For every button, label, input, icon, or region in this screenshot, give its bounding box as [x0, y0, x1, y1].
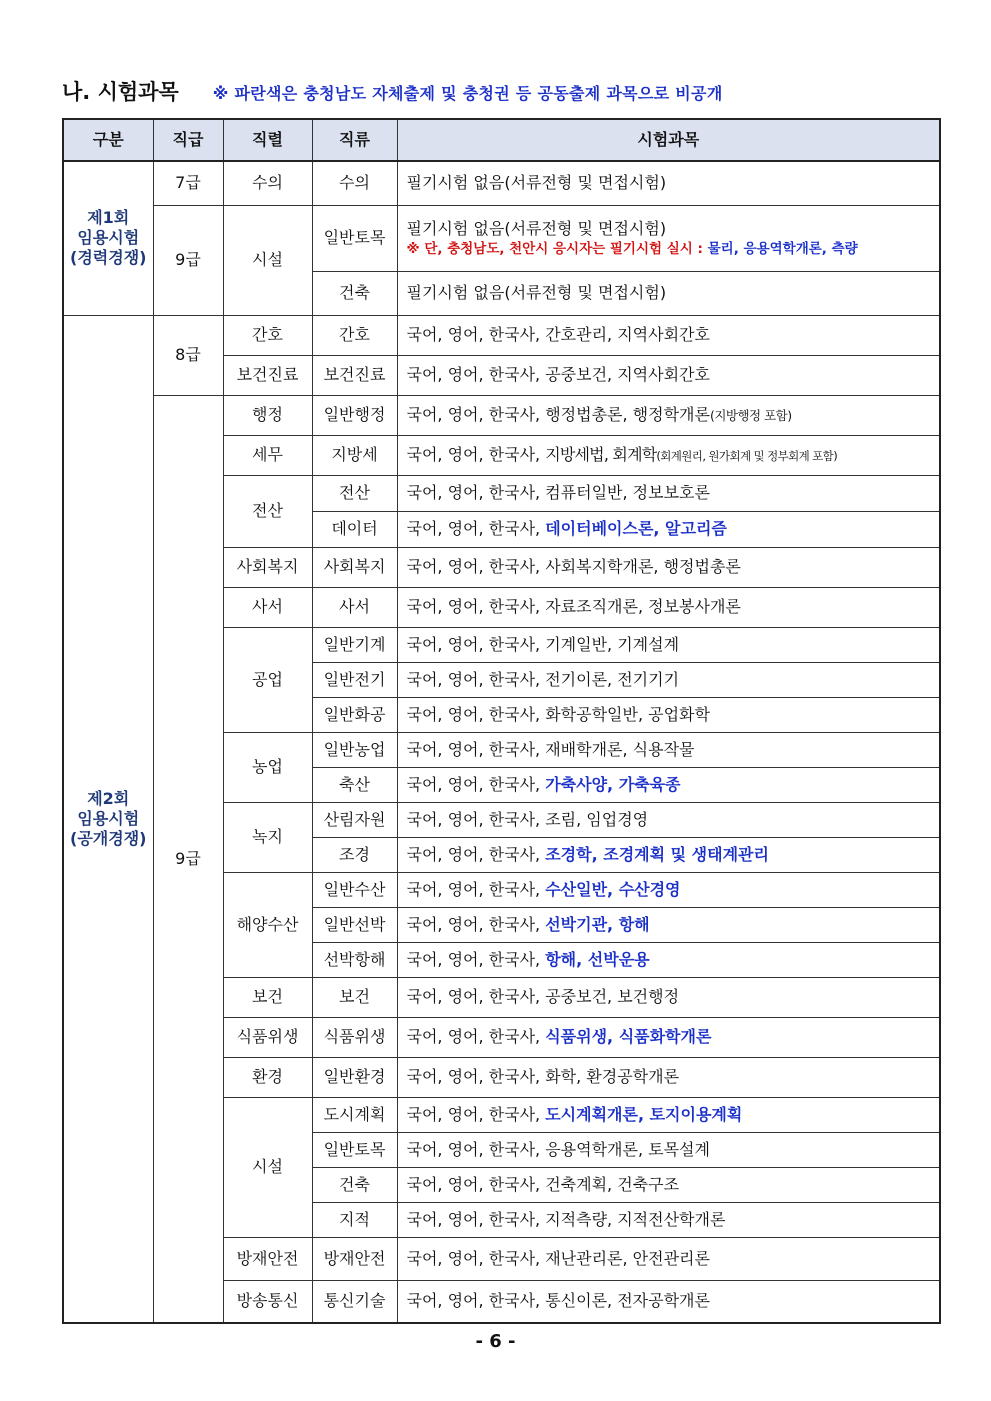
- table-row: [63, 395, 940, 435]
- series-cell: 행정: [223, 395, 312, 435]
- grade-cell: 7급: [153, 161, 223, 205]
- class-cell: 선박항해: [312, 942, 397, 977]
- series-cell: 시설: [223, 205, 312, 315]
- subjects-cell: 국어, 영어, 한국사, 식품위생, 식품화학개론: [397, 1017, 940, 1057]
- subjects-cell: 국어, 영어, 한국사, 화학공학일반, 공업화학: [397, 697, 940, 732]
- grade-cell: 9급: [153, 205, 223, 315]
- class-cell: 일반토목: [312, 1132, 397, 1167]
- series-cell: 보건진료: [223, 355, 312, 395]
- subjects-cell: 필기시험 없음(서류전형 및 면접시험) ※ 단, 충청남도, 천안시 응시자는 필기시험 실시 : 물리, 응용역학개론, 측량: [397, 205, 940, 271]
- class-cell: 데이터: [312, 511, 397, 547]
- class-cell: 건축: [312, 271, 397, 315]
- subjects-cell: 국어, 영어, 한국사, 데이터베이스론, 알고리즘: [397, 511, 940, 547]
- class-cell: 일반전기: [312, 662, 397, 697]
- class-cell: 지방세: [312, 435, 397, 475]
- class-cell: 간호: [312, 315, 397, 355]
- series-cell: 전산: [223, 475, 312, 547]
- subjects-cell: 국어, 영어, 한국사, 재배학개론, 식용작물: [397, 732, 940, 767]
- class-cell: 도시계획: [312, 1097, 397, 1132]
- subjects-cell: 국어, 영어, 한국사, 항해, 선박운용: [397, 942, 940, 977]
- class-cell: 일반기계: [312, 627, 397, 662]
- subjects-cell: 국어, 영어, 한국사, 컴퓨터일반, 정보보호론: [397, 475, 940, 511]
- subjects-cell: 국어, 영어, 한국사, 재난관리론, 안전관리론: [397, 1237, 940, 1280]
- series-cell: 공업: [223, 627, 312, 732]
- class-cell: 수의: [312, 161, 397, 205]
- series-cell: 보건: [223, 977, 312, 1017]
- class-cell: 사회복지: [312, 547, 397, 587]
- class-cell: 방재안전: [312, 1237, 397, 1280]
- exception-note: ※ 단, 충청남도, 천안시 응시자는 필기시험 실시 : 물리, 응용역학개론, 측량: [406, 240, 858, 257]
- header-grade: 직급: [153, 119, 223, 161]
- class-cell: 전산: [312, 475, 397, 511]
- subjects-cell: 국어, 영어, 한국사, 전기이론, 전기기기: [397, 662, 940, 697]
- page-number: - 6 -: [475, 1331, 516, 1352]
- subjects-cell: 국어, 영어, 한국사, 건축계획, 건축구조: [397, 1167, 940, 1202]
- exam-subjects-table: [62, 118, 941, 1324]
- class-cell: 식품위생: [312, 1017, 397, 1057]
- class-cell: 일반환경: [312, 1057, 397, 1097]
- table-row: [63, 205, 940, 271]
- subjects-cell: 국어, 영어, 한국사, 공중보건, 지역사회간호: [397, 355, 940, 395]
- subjects-cell: 국어, 영어, 한국사, 화학, 환경공학개론: [397, 1057, 940, 1097]
- subjects-cell: 국어, 영어, 한국사, 지적측량, 지적전산학개론: [397, 1202, 940, 1237]
- series-cell: 녹지: [223, 802, 312, 872]
- table-header-row: [63, 119, 940, 161]
- header-class: 직류: [312, 119, 397, 161]
- series-cell: 수의: [223, 161, 312, 205]
- subjects-cell: 국어, 영어, 한국사, 선박기관, 항해: [397, 907, 940, 942]
- class-cell: 일반화공: [312, 697, 397, 732]
- class-cell: 조경: [312, 837, 397, 872]
- section-title: 나. 시험과목: [62, 80, 179, 104]
- subjects-cell: 국어, 영어, 한국사, 통신이론, 전자공학개론: [397, 1280, 940, 1323]
- subjects-cell: 국어, 영어, 한국사, 조경학, 조경계획 및 생태계관리: [397, 837, 940, 872]
- header-subjects: 시험과목: [397, 119, 940, 161]
- series-cell: 사서: [223, 587, 312, 627]
- round1-label: 제1회 임용시험 (경력경쟁): [63, 161, 153, 315]
- header-series: 직렬: [223, 119, 312, 161]
- subjects-cell: 필기시험 없음(서류전형 및 면접시험): [397, 161, 940, 205]
- subjects-cell: 국어, 영어, 한국사, 자료조직개론, 정보봉사개론: [397, 587, 940, 627]
- class-cell: 일반선박: [312, 907, 397, 942]
- section-heading: [62, 76, 723, 106]
- class-cell: 보건: [312, 977, 397, 1017]
- class-cell: 사서: [312, 587, 397, 627]
- class-cell: 일반농업: [312, 732, 397, 767]
- subjects-cell: 국어, 영어, 한국사, 응용역학개론, 토목설계: [397, 1132, 940, 1167]
- section-note: ※ 파란색은 충청남도 자체출제 및 충청권 등 공동출제 과목으로 비공개: [212, 84, 723, 103]
- series-cell: 식품위생: [223, 1017, 312, 1057]
- header-category: 구분: [63, 119, 153, 161]
- class-cell: 일반수산: [312, 872, 397, 907]
- subjects-cell: 국어, 영어, 한국사, 기계일반, 기계설계: [397, 627, 940, 662]
- subjects-cell: 국어, 영어, 한국사, 도시계획개론, 토지이용계획: [397, 1097, 940, 1132]
- table-row: [63, 161, 940, 205]
- subjects-cell: 국어, 영어, 한국사, 지방세법, 회계학(회계원리, 원가회계 및 정부회계 포함): [397, 435, 940, 475]
- class-cell: 산림자원: [312, 802, 397, 837]
- class-cell: 건축: [312, 1167, 397, 1202]
- series-cell: 방송통신: [223, 1280, 312, 1323]
- series-cell: 사회복지: [223, 547, 312, 587]
- subjects-cell: 국어, 영어, 한국사, 간호관리, 지역사회간호: [397, 315, 940, 355]
- class-cell: 지적: [312, 1202, 397, 1237]
- subjects-cell: 국어, 영어, 한국사, 행정법총론, 행정학개론(지방행정 포함): [397, 395, 940, 435]
- class-cell: 일반토목: [312, 205, 397, 271]
- class-cell: 통신기술: [312, 1280, 397, 1323]
- grade-cell: 8급: [153, 315, 223, 395]
- table-row: [63, 315, 940, 355]
- subjects-cell: 국어, 영어, 한국사, 조림, 임업경영: [397, 802, 940, 837]
- series-cell: 농업: [223, 732, 312, 802]
- class-cell: 보건진료: [312, 355, 397, 395]
- subjects-cell: 국어, 영어, 한국사, 사회복지학개론, 행정법총론: [397, 547, 940, 587]
- series-cell: 환경: [223, 1057, 312, 1097]
- series-cell: 방재안전: [223, 1237, 312, 1280]
- class-cell: 축산: [312, 767, 397, 802]
- subjects-cell: 국어, 영어, 한국사, 가축사양, 가축육종: [397, 767, 940, 802]
- subjects-cell: 국어, 영어, 한국사, 수산일반, 수산경영: [397, 872, 940, 907]
- series-cell: 세무: [223, 435, 312, 475]
- subjects-cell: 국어, 영어, 한국사, 공중보건, 보건행정: [397, 977, 940, 1017]
- class-cell: 일반행정: [312, 395, 397, 435]
- series-cell: 시설: [223, 1097, 312, 1237]
- round2-label: 제2회 임용시험 (공개경쟁): [63, 315, 153, 1323]
- series-cell: 해양수산: [223, 872, 312, 977]
- series-cell: 간호: [223, 315, 312, 355]
- grade-cell: 9급: [153, 395, 223, 1323]
- subjects-cell: 필기시험 없음(서류전형 및 면접시험): [397, 271, 940, 315]
